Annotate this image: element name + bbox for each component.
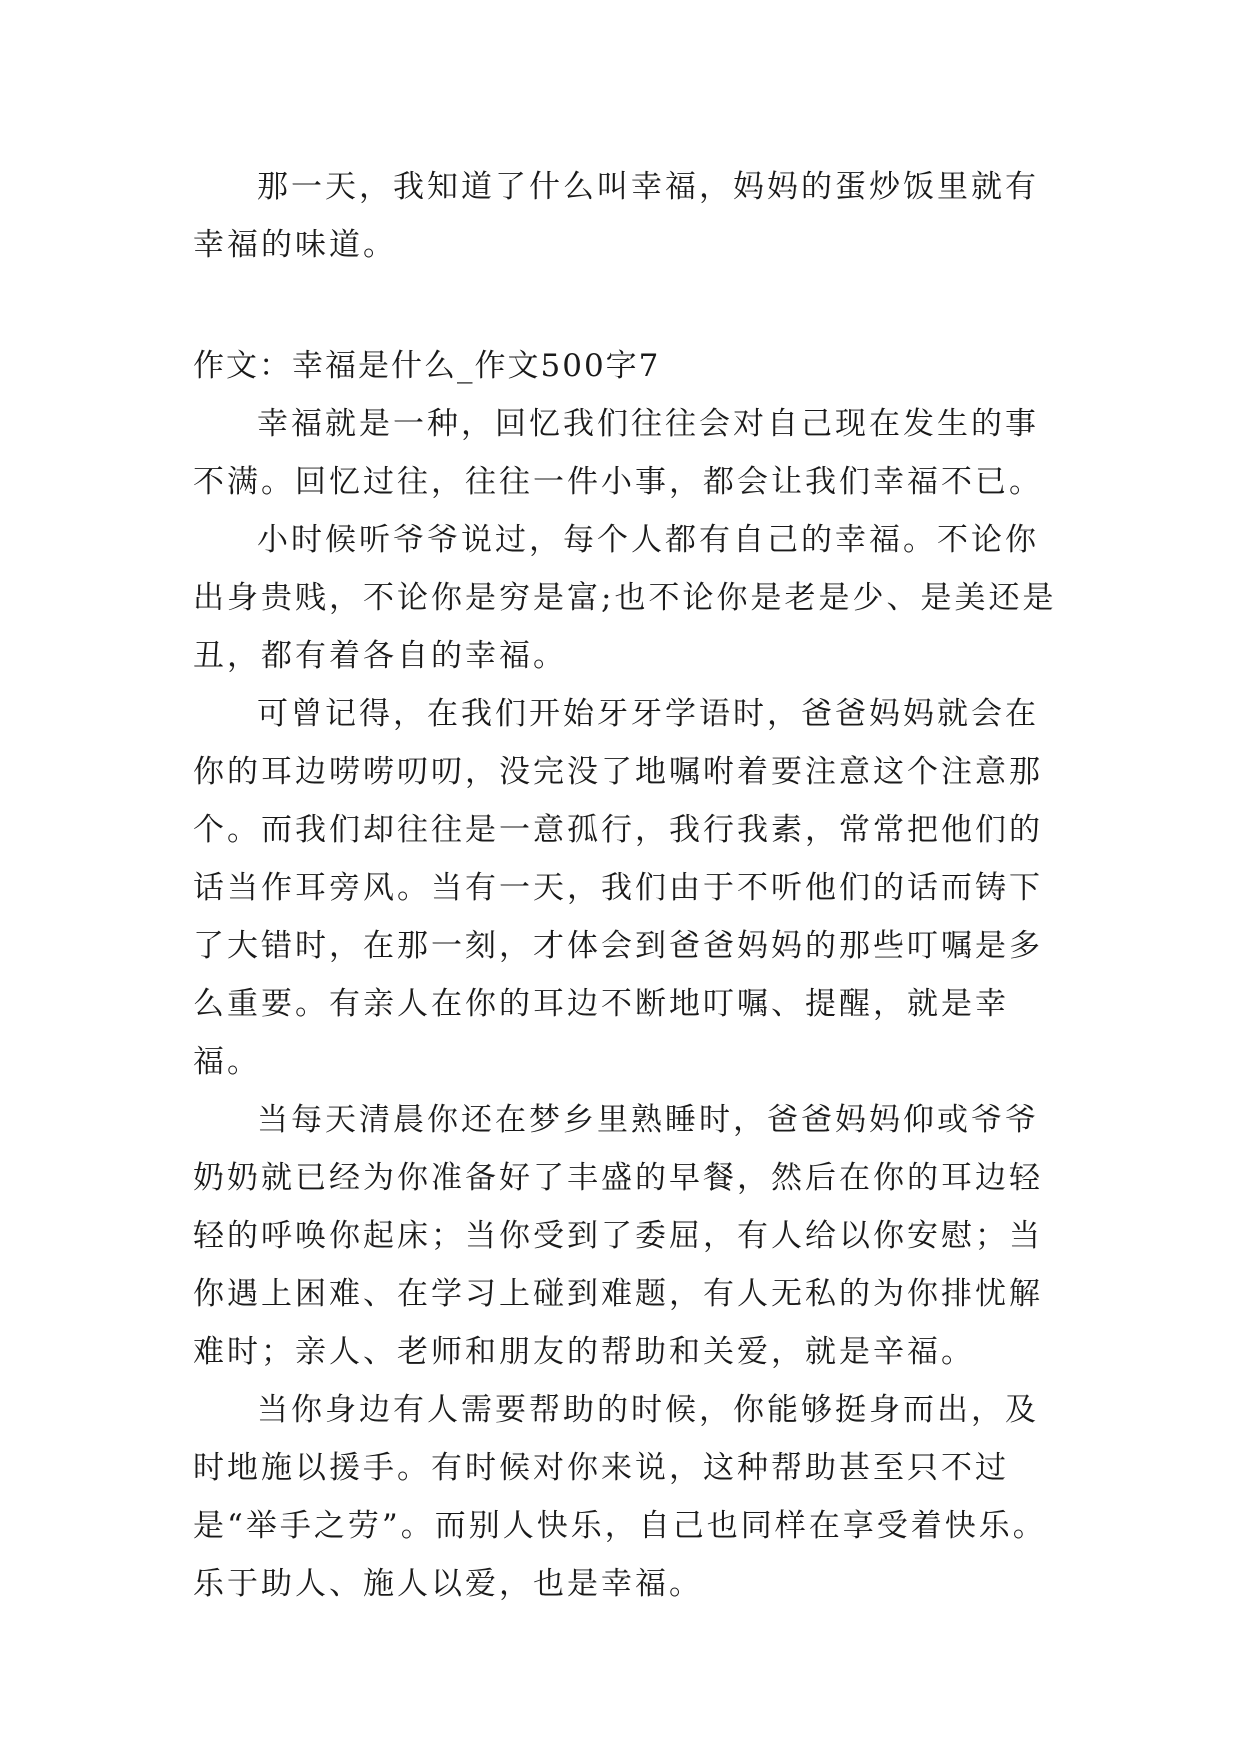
essay-heading: 作文：幸福是什么_作文500字7 [193, 348, 661, 384]
paragraph: 可曾记得，在我们开始牙牙学语时，爸爸妈妈就会在你的耳边唠唠叨叨，没完没了地嘱咐着要注意这个注意那个。而我们却往往是一意孤行，我行我素，常常把他们的话当作耳旁风。当有一天，我们由于不听他们的话而铸下了大错时，在那一刻，才体会到爸爸妈妈的那些叮嘱是多么重要。有亲人在你的耳边不断地叮嘱、提醒，就是幸福。 [193, 696, 1043, 1080]
essay-section [193, 337, 1063, 1613]
paragraph: 幸福就是一种，回忆我们往往会对自己现在发生的事不满。回忆过往，往往一件小事，都会让我们幸福不已。 [193, 406, 1043, 500]
paragraph: 小时候听爷爷说过，每个人都有自己的幸福。不论你出身贵贱，不论你是穷是富;也不论你是老是少、是美还是丑，都有着各自的幸福。 [193, 522, 1057, 674]
paragraph: 那一天，我知道了什么叫幸福，妈妈的蛋炒饭里就有幸福的味道。 [193, 169, 1039, 263]
paragraph: 当每天清晨你还在梦乡里熟睡时，爸爸妈妈仰或爷爷奶奶就已经为你准备好了丰盛的早餐，然后在你的耳边轻轻的呼唤你起床；当你受到了委屈，有人给以你安慰；当你遇上困难、在学习上碰到难题，有人无私的为你排忧解难时；亲人、老师和朋友的帮助和关爱，就是辛福。 [193, 1102, 1043, 1370]
paragraph: 当你身边有人需要帮助的时候，你能够挺身而出，及时地施以援手。有时候对你来说，这种帮助甚至只不过是“举手之劳”。而别人快乐，自己也同样在享受着快乐。乐于助人、施人以爱，也是幸福。 [193, 1392, 1047, 1602]
top-text-block [193, 158, 1063, 274]
